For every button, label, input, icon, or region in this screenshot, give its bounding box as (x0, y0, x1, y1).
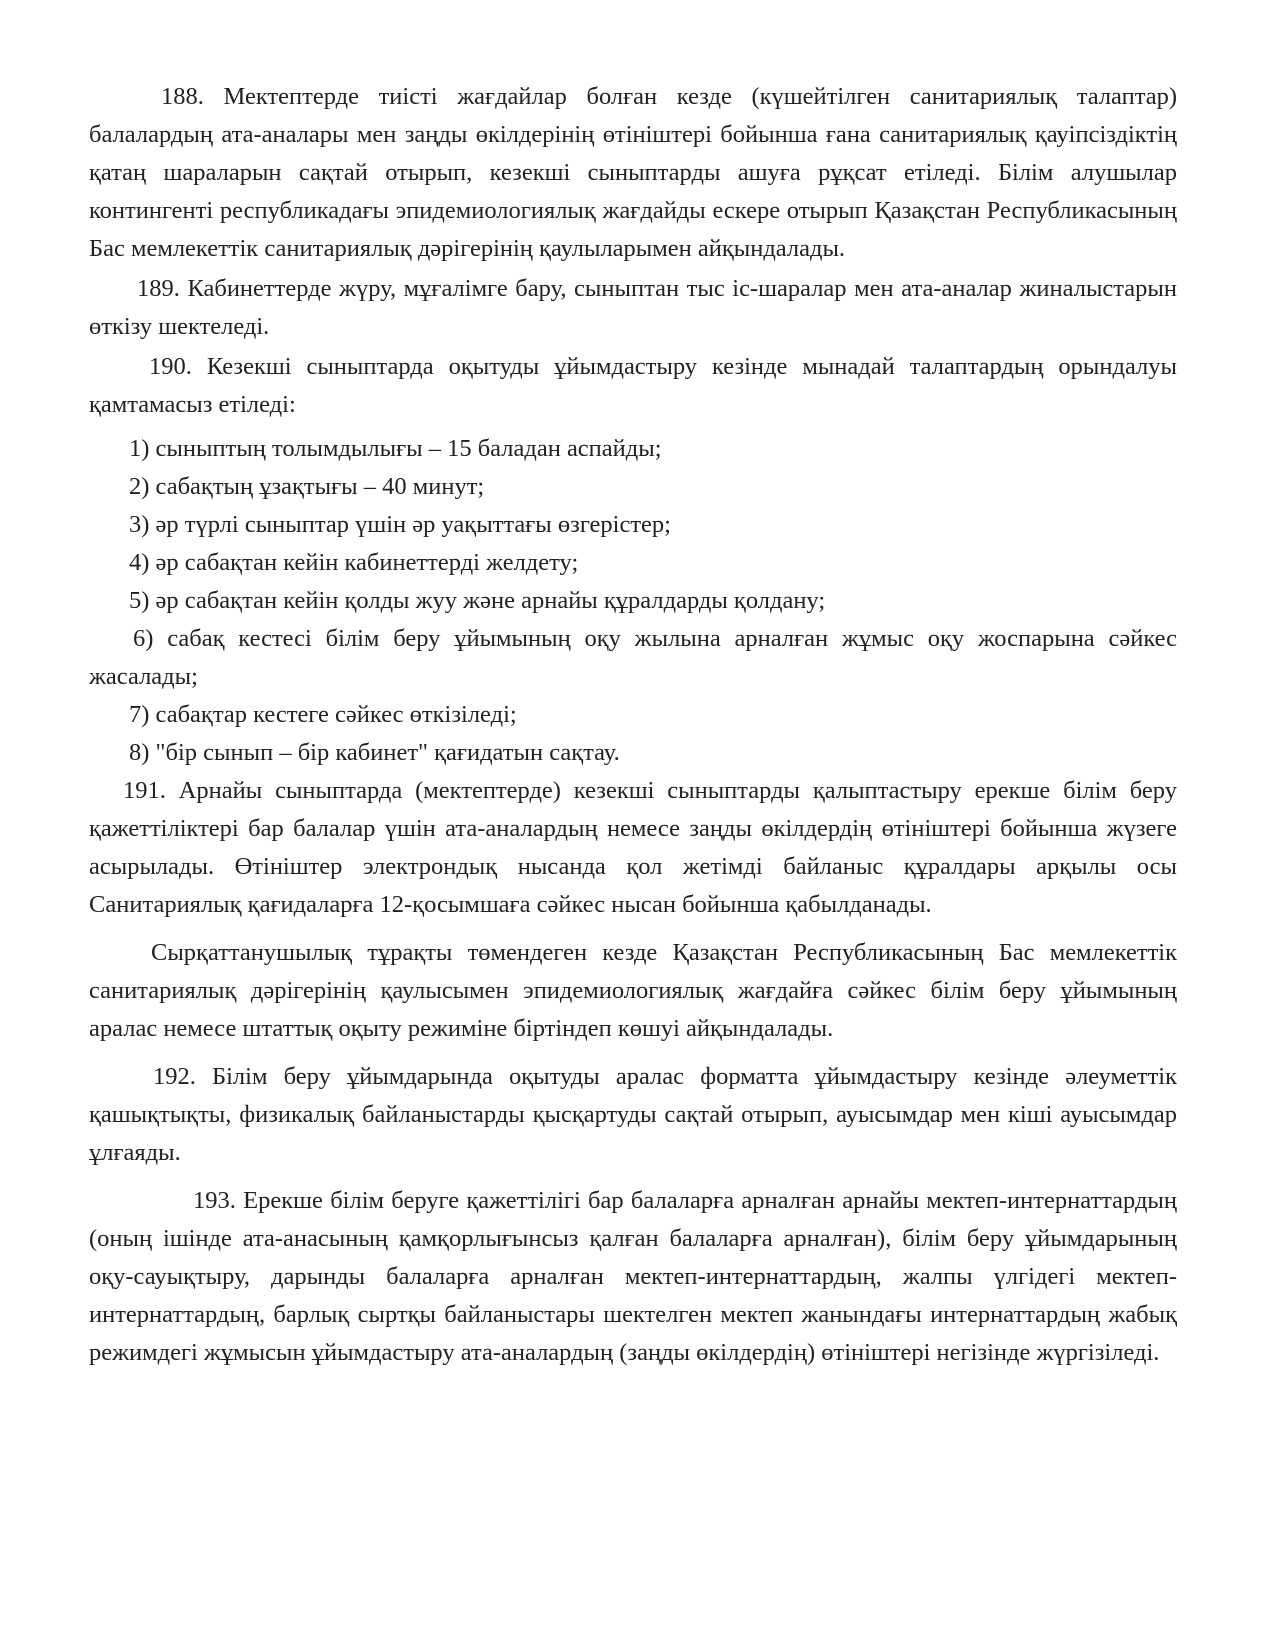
paragraph-188: 188. Мектептерде тиісті жағдайлар болған кезде (күшейтілген санитариялық талаптар) балалардың ата-аналары мен заңды өкілдерінің өтініштері бойынша ғана санитариялық қауіпсіздіктің қатаң шараларын сақтай отырып, кезекші сыныптарды ашуға рұқсат етіледі. Білім алушылар контингенті республикадағы эпидемиологиялық жағдайды ескере отырып Қазақстан Республикасының Бас мемлекеттік санитариялық дәрігерінің қаулыларымен айқындалады. (89, 83, 1177, 262)
paragraph-190: 190. Кезекші сыныптарда оқытуды ұйымдастыру кезінде мынадай талаптардың орындалуы қамтамасыз етіледі: (89, 353, 1177, 418)
paragraph-191: 191. Арнайы сыныптарда (мектептерде) кезекші сыныптарды қалыптастыру ерекше білім беру қажеттіліктері бар балалар үшін ата-аналардың немесе заңды өкілдердің өтініштері бойынша жүзеге асырылады. Өтініштер электрондық нысанда қол жетімді байланыс құралдары арқылы осы Санитариялық қағидаларға 12-қосымшаға сәйкес нысан бойынша қабылданады. (89, 777, 1177, 918)
list-item-8: 8) "бір сынып – бір кабинет" қағидатын сақтау. (129, 739, 620, 766)
list-item-2: 2) сабақтың ұзақтығы – 40 минут; (129, 473, 485, 500)
paragraph-193: 193. Ерекше білім беруге қажеттілігі бар балаларға арналған арнайы мектеп-интернаттардың (оның ішінде ата-анасының қамқорлығынсыз қалған балаларға арналған), білім беру ұйымдарының оқу-сауықтыру, дарынды балаларға арналған мектеп-интернаттардың, жалпы үлгідегі мектеп-интернаттардың, барлық сыртқы байланыстары шектелген мектеп жанындағы интернаттардың жабық режимдегі жұмысын ұйымдастыру ата-аналардың (заңды өкілдердің) өтініштері негізінде жүргізіледі. (89, 1187, 1177, 1366)
list-item-6: 6) сабақ кестесі білім беру ұйымының оқу жылына арналған жұмыс оқу жоспарына сәйкес жасалады; (89, 625, 1177, 690)
paragraph-191-continuation: Сырқаттанушылық тұрақты төмендеген кезде Қазақстан Республикасының Бас мемлекеттік санитариялық дәрігерінің қаулысымен эпидемиологиялық жағдайға сәйкес білім беру ұйымының аралас немесе штаттық оқыту режиміне біртіндеп көшуі айқындалады. (89, 939, 1177, 1042)
list-item-1: 1) сыныптың толымдылығы – 15 баладан аспайды; (129, 435, 662, 462)
paragraph-192: 192. Білім беру ұйымдарында оқытуды аралас форматта ұйымдастыру кезінде әлеуметтік қашықтықты, физикалық байланыстарды қысқартуды сақтай отырып, ауысымдар мен кіші ауысымдар ұлғаяды. (89, 1063, 1177, 1166)
list-item-3: 3) әр түрлі сыныптар үшін әр уақыттағы өзгерістер; (129, 511, 671, 538)
list-item-5: 5) әр сабақтан кейін қолды жуу және арнайы құралдарды қолдану; (129, 587, 826, 614)
paragraph-189: 189. Кабинеттерде жүру, мұғалімге бару, сыныптан тыс іс-шаралар мен ата-аналар жиналыстарын өткізу шектеледі. (89, 275, 1177, 340)
list-item-4: 4) әр сабақтан кейін кабинеттерді желдету; (129, 549, 579, 576)
list-item-7: 7) сабақтар кестеге сәйкес өткізіледі; (129, 701, 517, 728)
document-page (89, 78, 1177, 1372)
